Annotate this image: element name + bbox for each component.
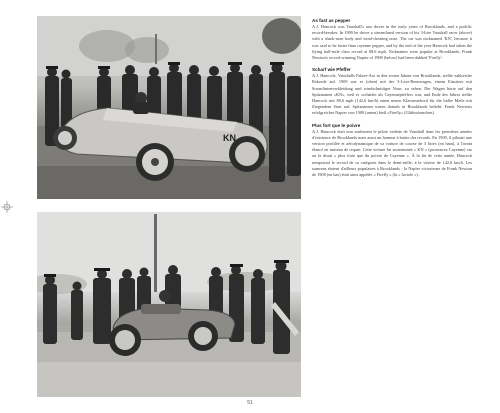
caption-paragraph-french: A.J. Hancock était non seulement le pilote vedette de Vauxhall dans les premières années d'existence de Brooklands mais aussi un homme à battre des records. En 1909, il pilotait une version profilée et aérodynamique de sa voiture de course de 3 litres (en haut), à l'avant élancé en museau de requin. Cette voiture fut surnommée « KN » (prononcez Cayenne) car on la disait « plus forte que du poivre de Cayenne ». À la fin de cette année, Hancock remportait le record de sa catégorie dans le demi-mille, à la vitesse de 142,6 km/h. Les surnoms étaient d'ailleurs populaires à Brooklands : la Napier victorieuse de Frank Newton de 1908 (en bas) était ainsi appelée « Firefly » (la « luciole »).: [312, 128, 472, 178]
caption-heading-german: Scharf wie Pfeffer: [312, 67, 351, 73]
photo-vauxhall-kn-racer: [37, 16, 301, 199]
caption-paragraph-german: A.J. Hancock, Vauxhalls Fahrer-Ass in den ersten Jahren von Brooklands, stellte zahlreiche Rekorde auf. 1909 war er (oben) mit der 3-Liter-Rennwagen, einem Einsitzer mit Stromlinienverkleidung und windschnittiger Nase, zu sehen. Der Wagen hörte auf den Spitznamen »KN«, weil er »schärfer als Cayennepfeffer« war, und Ende des Jahres stellte Hancock mit 88,6 mph (142,6 km/h) einen neuen Klassenrekord für die halbe Meile mit fliegendem Start auf. Spitznamen waren damals in Brooklands beliebt: Frank Newtons erfolgreicher Napier von 1908 (unten) hieß »Firefly« (Glühwürmchen).: [312, 73, 472, 116]
photo-bottom-drawing: [37, 212, 301, 397]
caption-paragraph-english: A.J. Hancock was Vauxhall's star driver in the early years of Brooklands, and a prolific record-breaker. In 1909 he drove a streamlined version of his 3-litre Vauxhall racer (above) with a shark-nose body and wind-cheating nose. The car was nicknamed 'KN', because it was said to be faster than cayenne pepper, and by the end of the year Hancock had taken the flying half-mile class record at 88.6 mph. Nicknames were popular at Brooklands: Frank Newton's record-winning Napier of 1908 (below) had been dubbed 'Firefly'.: [312, 24, 472, 61]
caption-heading-french: Plus fort que le poivre: [312, 122, 361, 128]
car-plate-text: KN: [223, 133, 236, 143]
caption-heading-english: As fast as pepper: [312, 18, 351, 23]
photo-top-drawing: [37, 16, 301, 199]
photo-napier-firefly: [37, 212, 301, 397]
caption-column: [312, 18, 472, 184]
crop-mark-icon: [1, 201, 13, 213]
page-number: 51: [247, 400, 253, 406]
